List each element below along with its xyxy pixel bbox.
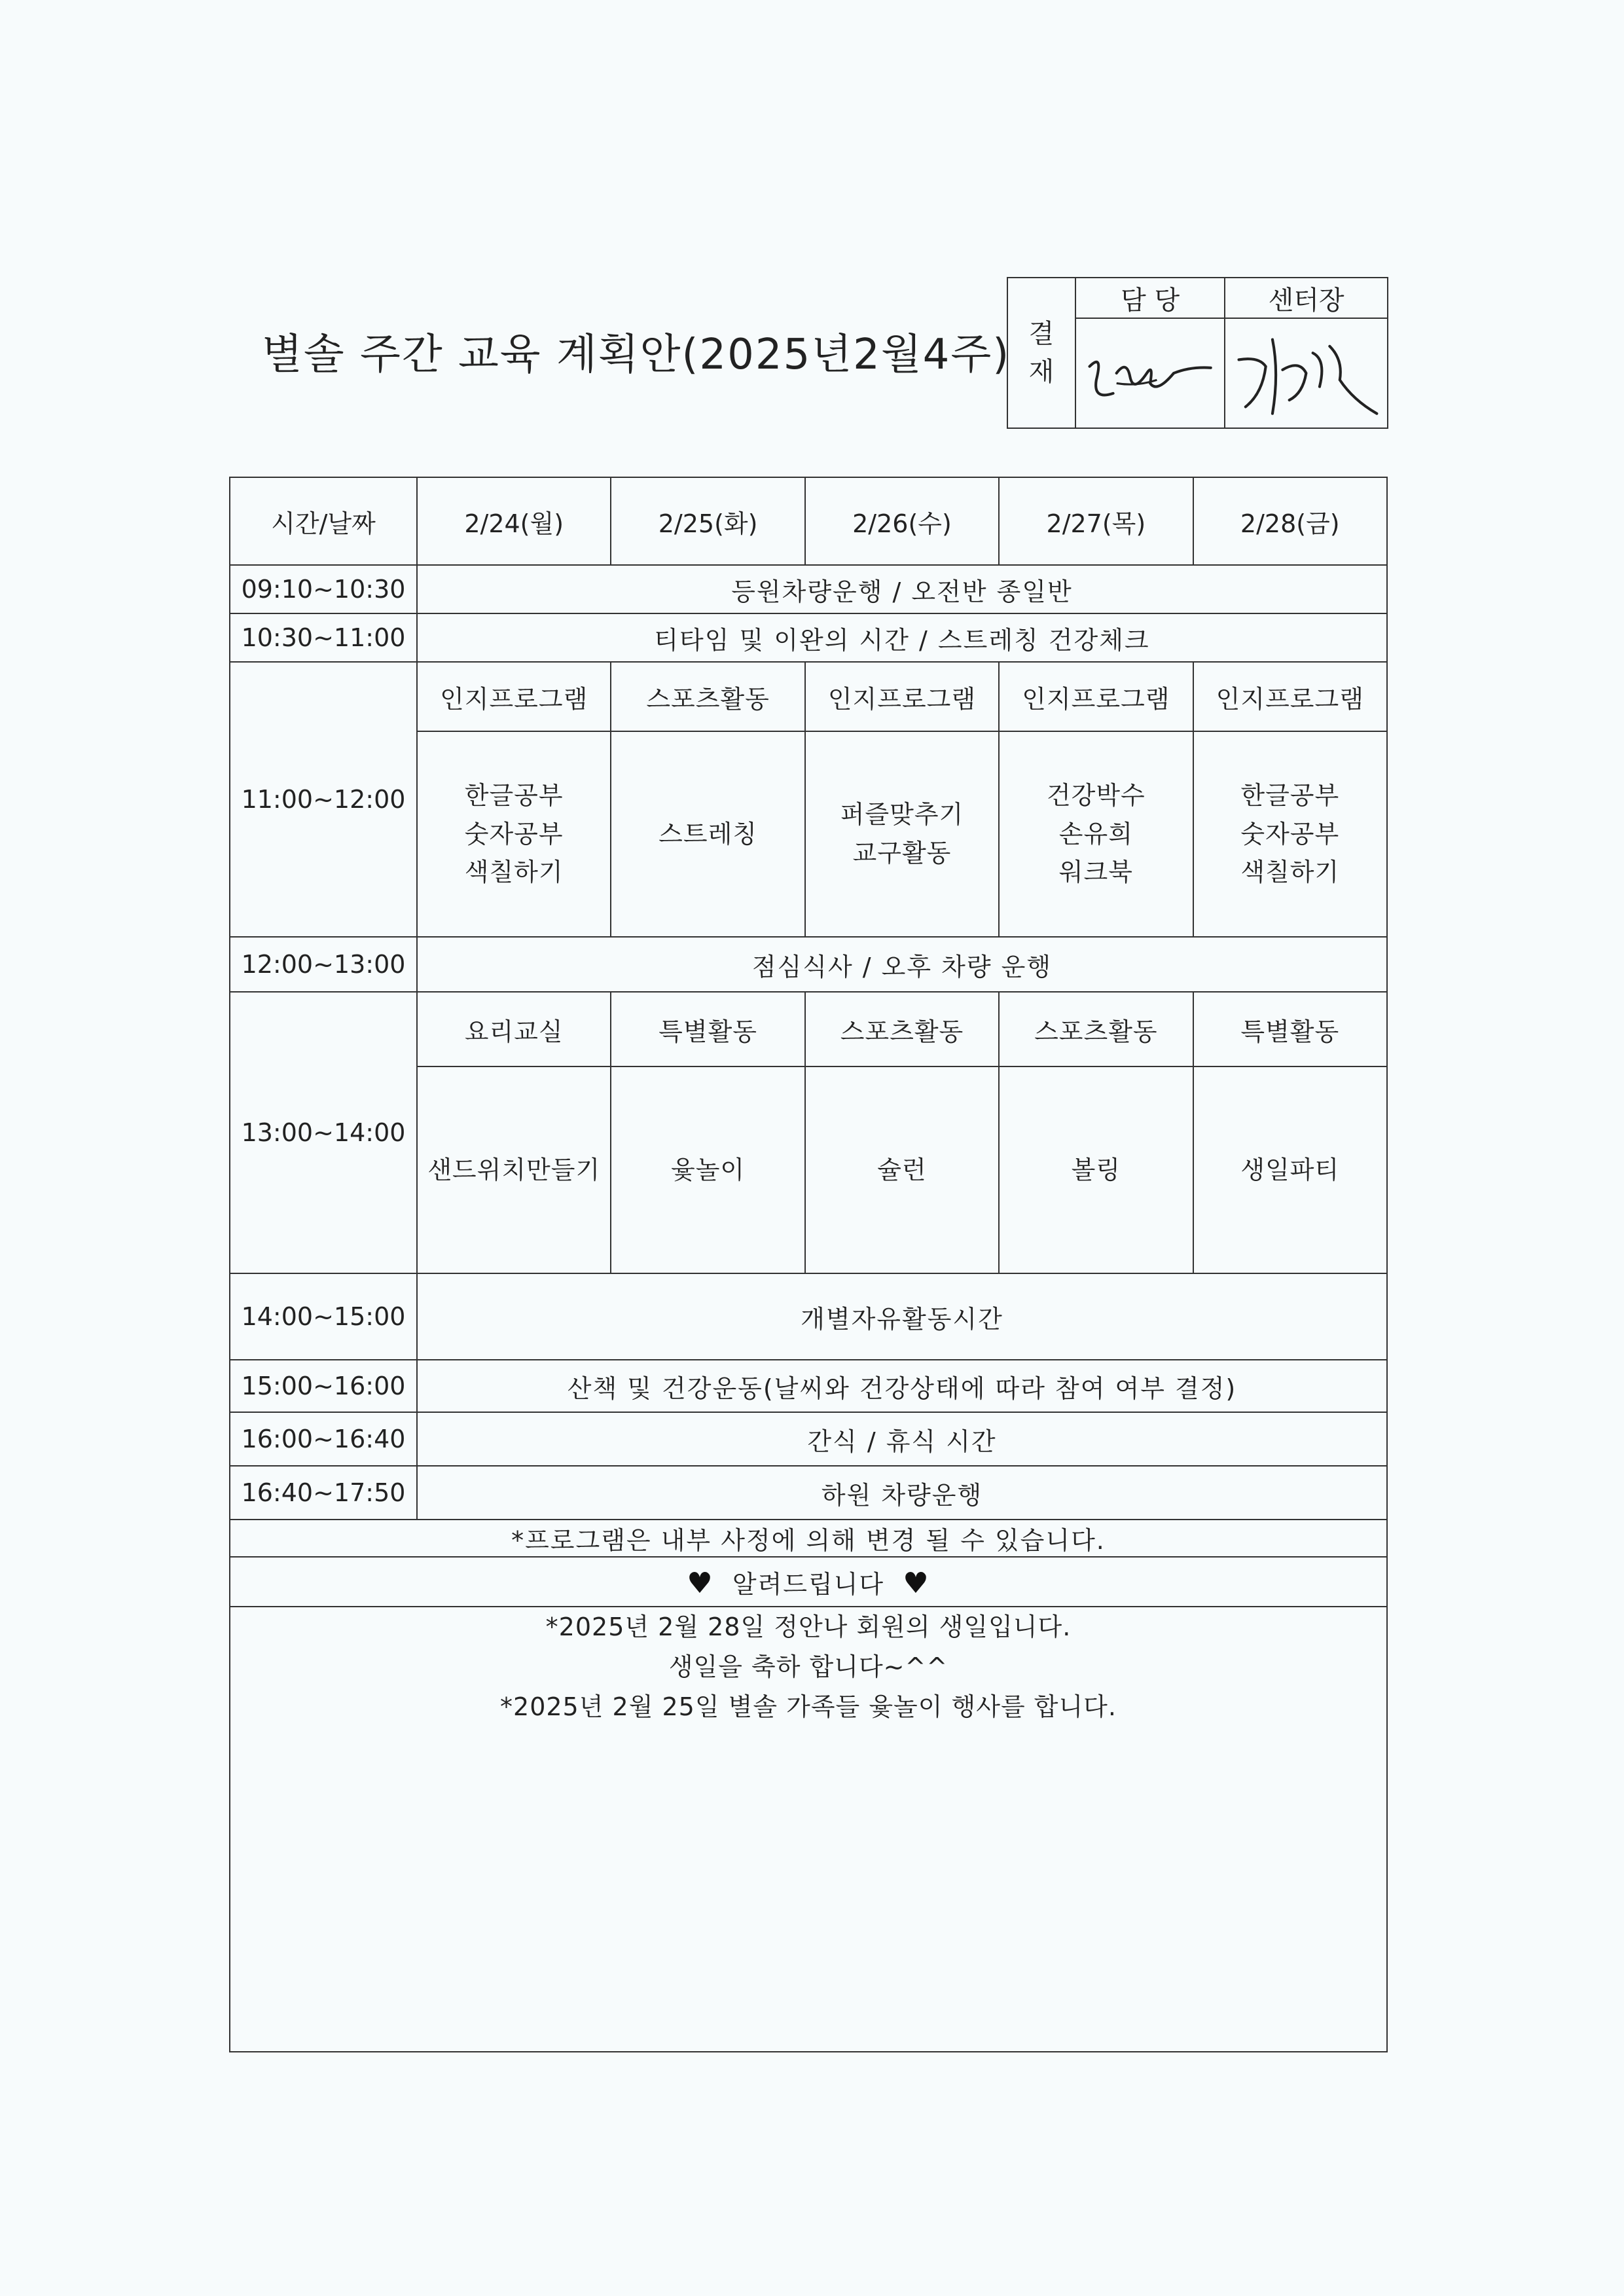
activity-line: 한글공부 — [464, 780, 564, 810]
table-row — [230, 1360, 1387, 1412]
manager-signature — [1075, 318, 1225, 428]
activity-cell — [417, 731, 611, 937]
approval-box — [1007, 277, 1388, 429]
time-cell: 12:00~13:00 — [230, 937, 417, 992]
activity-cell: 볼링 — [999, 1066, 1193, 1273]
heart-icon: ♥ — [903, 1566, 930, 1600]
activity-line: 숫자공부 — [1240, 819, 1340, 848]
activity-cell: 간식 / 휴식 시간 — [417, 1412, 1387, 1466]
header-row — [230, 477, 1387, 565]
activity-line: 스트레칭 — [659, 819, 757, 848]
program-cell: 인지프로그램 — [1193, 662, 1387, 731]
time-cell: 14:00~15:00 — [230, 1273, 417, 1360]
header-time-label: 시간/날짜 — [230, 477, 417, 565]
header-day: 2/27(목) — [999, 477, 1193, 565]
activity-cell: 개별자유활동시간 — [417, 1273, 1387, 1360]
signature-manager-icon — [1076, 319, 1224, 428]
signature-director-icon — [1225, 319, 1387, 428]
program-cell: 스포츠활동 — [611, 662, 804, 731]
table-row — [230, 1273, 1387, 1360]
header-day: 2/26(수) — [805, 477, 999, 565]
time-cell: 16:00~16:40 — [230, 1412, 417, 1466]
schedule-table — [229, 477, 1388, 2052]
activity-line: 퍼즐맞추기 — [840, 800, 964, 829]
notice-line: *2025년 2월 25일 별솔 가족들 윷놀이 행사를 합니다. — [500, 1692, 1117, 1721]
program-row — [230, 662, 1387, 731]
activity-line: 색칠하기 — [464, 858, 564, 887]
notice-heading-cell — [230, 1557, 1387, 1607]
program-cell: 인지프로그램 — [999, 662, 1193, 731]
program-cell: 스포츠활동 — [999, 992, 1193, 1066]
time-cell: 09:10~10:30 — [230, 565, 417, 613]
activity-line: 손유희 — [1058, 819, 1133, 848]
change-note: *프로그램은 내부 사정에 의해 변경 될 수 있습니다. — [230, 1520, 1387, 1557]
activity-cell: 산책 및 건강운동(날씨와 건강상태에 따라 참여 여부 결정) — [417, 1360, 1387, 1412]
table-row — [230, 937, 1387, 992]
header-day: 2/28(금) — [1193, 477, 1387, 565]
note-row — [230, 1520, 1387, 1557]
time-cell: 16:40~17:50 — [230, 1466, 417, 1520]
activity-cell: 생일파티 — [1193, 1066, 1387, 1273]
activity-cell: 티타임 및 이완의 시간 / 스트레칭 건강체크 — [417, 613, 1387, 662]
activity-cell — [611, 731, 804, 937]
program-cell: 인지프로그램 — [805, 662, 999, 731]
heart-icon: ♥ — [687, 1566, 714, 1600]
time-cell: 11:00~12:00 — [230, 662, 417, 937]
activity-cell: 샌드위치만들기 — [417, 1066, 611, 1273]
approval-col-director: 센터장 — [1225, 278, 1388, 318]
program-cell: 스포츠활동 — [805, 992, 999, 1066]
program-row — [230, 992, 1387, 1066]
activity-line: 교구활동 — [852, 839, 952, 867]
notice-heading: 알려드립니다 — [732, 1569, 885, 1599]
activity-cell: 슐런 — [805, 1066, 999, 1273]
program-cell: 인지프로그램 — [417, 662, 611, 731]
activity-cell: 점심식사 / 오후 차량 운행 — [417, 937, 1387, 992]
notice-body-row — [230, 1607, 1387, 2052]
table-row — [230, 613, 1387, 662]
activity-cell: 등원차량운행 / 오전반 종일반 — [417, 565, 1387, 613]
activity-cell: 하원 차량운행 — [417, 1466, 1387, 1520]
activity-line: 한글공부 — [1240, 780, 1340, 810]
activity-line: 숫자공부 — [464, 819, 564, 848]
table-row — [230, 1412, 1387, 1466]
time-cell: 13:00~14:00 — [230, 992, 417, 1273]
notice-line: *2025년 2월 28일 정안나 회원의 생일입니다. — [545, 1613, 1072, 1641]
approval-row-label: 결 재 — [1007, 278, 1075, 428]
page-title: 별솔 주간 교육 계획안(2025년2월4주) — [262, 331, 1011, 379]
director-signature — [1225, 318, 1388, 428]
time-cell: 10:30~11:00 — [230, 613, 417, 662]
activity-cell — [805, 731, 999, 937]
activity-cell: 윷놀이 — [611, 1066, 804, 1273]
table-row — [230, 1466, 1387, 1520]
activity-line: 건강박수 — [1046, 780, 1146, 810]
program-cell: 요리교실 — [417, 992, 611, 1066]
activity-line: 색칠하기 — [1240, 858, 1340, 887]
program-cell: 특별활동 — [1193, 992, 1387, 1066]
program-cell: 특별활동 — [611, 992, 804, 1066]
notice-body — [230, 1607, 1387, 2052]
notice-header-row — [230, 1557, 1387, 1607]
activity-cell — [1193, 731, 1387, 937]
header-day: 2/24(월) — [417, 477, 611, 565]
header-day: 2/25(화) — [611, 477, 804, 565]
approval-col-manager: 담 당 — [1075, 278, 1225, 318]
notice-line: 생일을 축하 합니다~^^ — [668, 1652, 948, 1681]
activity-line: 워크북 — [1058, 858, 1133, 887]
time-cell: 15:00~16:00 — [230, 1360, 417, 1412]
table-row — [230, 565, 1387, 613]
activity-cell — [999, 731, 1193, 937]
